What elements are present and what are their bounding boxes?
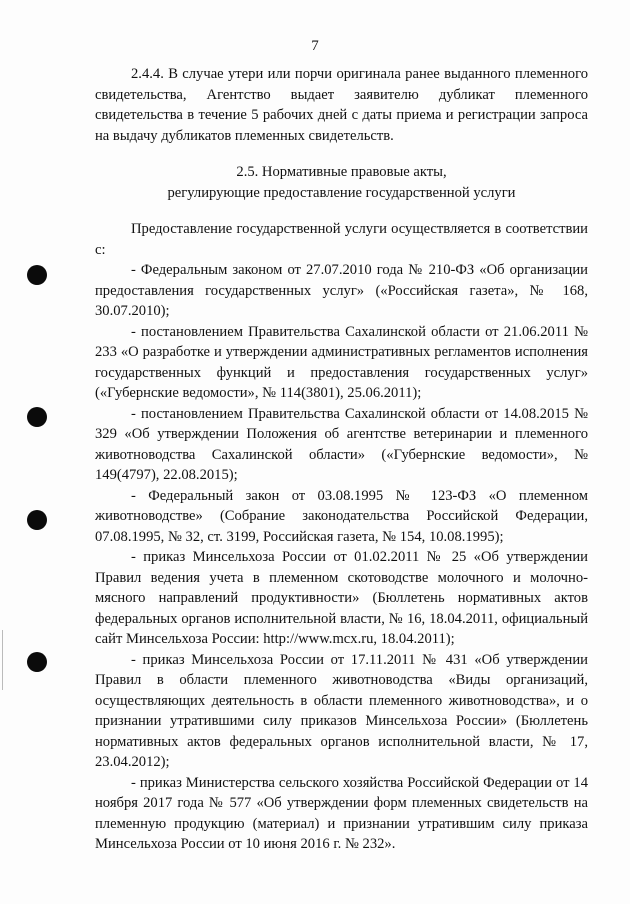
list-item-order-25: - приказ Минсельхоза России от 01.02.2011 № 25 «Об утверждении Правил ведения учета в племенном скотоводстве молочного и молочно-мясного направлений продуктивности» (Бюллетень нормативных актов федеральных органов исполнительной власти, № 16, 18.04.2011, официальный сайт Минсельхоза России: http://www.mcx.ru, 18.04.2011);	[95, 549, 588, 647]
paragraph-2-4-4: 2.4.4. В случае утери или порчи оригинала ранее выданного племенного свидетельства, Агентство выдает заявителю дубликат племенного свидетельства в течение 5 рабочих дней с даты приема и регистрации запроса на выдачу дубликатов племенных свидетельств.	[95, 66, 588, 144]
section-heading-line2: регулирующие предоставление государственной услуги	[167, 184, 516, 201]
section-heading-line1: 2.5. Нормативные правовые акты,	[236, 164, 447, 180]
punch-hole	[27, 265, 47, 285]
list-item-post-329: - постановлением Правительства Сахалинской области от 14.08.2015 № 329 «Об утверждении Положения об агентстве ветеринарии и племенного животноводства Сахалинской области» («Губернские ведомости», № 149(4797), 22.08.2015);	[95, 405, 588, 483]
document-body	[95, 64, 588, 855]
list-item-fz-210: - Федеральным законом от 27.07.2010 года № 210-ФЗ «Об организации предоставления государственных услуг» («Российская газета», № 168, 30.07.2010);	[95, 262, 588, 319]
punch-hole	[27, 407, 47, 427]
scan-edge	[2, 630, 3, 690]
list-item-order-577: - приказ Министерства сельского хозяйства Российской Федерации от 14 ноября 2017 года № 577 «Об утверждении форм племенных свидетельств на племенную продукцию (материал) и признании утратившим силу приказа Минсельхоза России от 10 июня 2016 г. № 232».	[95, 774, 588, 852]
punch-hole	[27, 652, 47, 672]
punch-hole	[27, 510, 47, 530]
list-item-order-431: - приказ Минсельхоза России от 17.11.2011 № 431 «Об утверждении Правил в области племенного животноводства «Виды организаций, осуществляющих деятельность в области племенного животноводства», и о признании утратившими силу приказов Минсельхоза России» (Бюллетень нормативных актов федеральных органов исполнительной власти, № 17, 23.04.2012);	[95, 651, 588, 770]
list-item-post-233: - постановлением Правительства Сахалинской области от 21.06.2011 № 233 «О разработке и утверждении административных регламентов исполнения государственных функций и предоставления государственных услуг» («Губернские ведомости», № 114(3801), 25.06.2011);	[95, 323, 588, 401]
intro-paragraph: Предоставление государственной услуги осуществляется в соответствии с:	[95, 221, 588, 258]
page-number: 7	[311, 38, 319, 54]
list-item-fz-123: - Федеральный закон от 03.08.1995 № 123-ФЗ «О племенном животноводстве» (Собрание законодательства Российской Федерации, 07.08.1995, № 32, ст. 3199, Российская газета, № 154, 10.08.1995);	[95, 487, 588, 545]
